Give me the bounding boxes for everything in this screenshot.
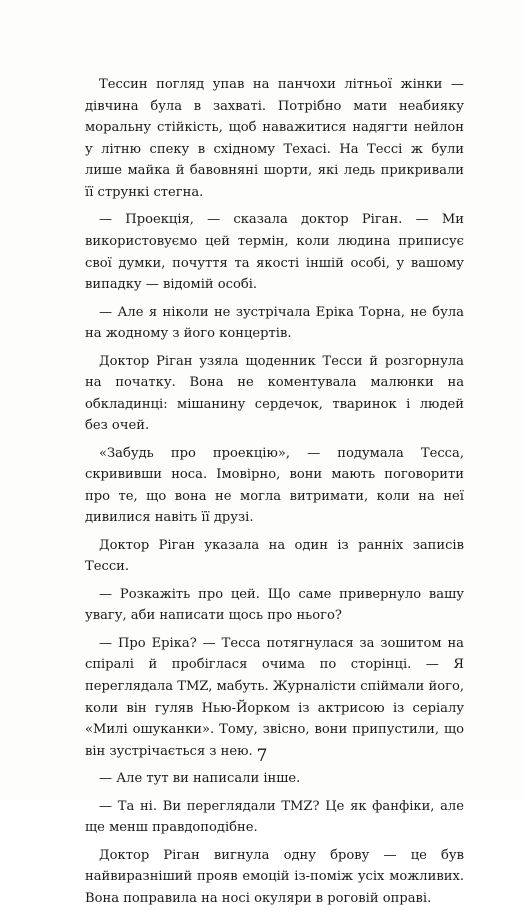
paragraph: Доктор Ріган узяла щоденник Тесси й розгорнула на початку. Вона не коментувала малюнки на обкладинці: мішанину сердечок, тваринок і людей без очей. xyxy=(85,353,464,434)
paragraph: Доктор Ріган указала на один із ранніх записів Тесси. xyxy=(85,537,464,575)
page-number: 7 xyxy=(256,746,268,766)
paragraph: — Та ні. Ви переглядали TMZ? Це як фанфіки, але ще менш правдоподібне. xyxy=(85,798,464,836)
paragraph: — Але тут ви написали інше. xyxy=(99,771,301,787)
paragraph: — Про Еріка? — Тесса потягнулася за зошитом на спіралі й пробіглася очима по сторінці. — Я переглядала TMZ, мабуть. Журналісти спіймали його, коли він гуляв Нью-Йорком із актрисою із серіалу «Милі ошуканки». Тому, звісно, вони припустили, що він зустрічається з нею. xyxy=(85,635,464,759)
paragraph: — Проекція, — сказала доктор Ріган. — Ми використовуємо цей термін, коли людина приписує свої думки, почуття та якості іншій особі, у вашому випадку — відомій особі. xyxy=(85,212,464,293)
body-text xyxy=(85,74,464,915)
paragraph: — Розкажіть про цей. Що саме привернуло вашу увагу, аби написати щось про нього? xyxy=(85,586,464,624)
paragraph: Тессин погляд упав на панчохи літньої жінки — дівчина була в захваті. Потрібно мати неабияку моральну стійкість, щоб наважитися надягти нейлон у літню спеку в східному Техасі. На Тессі ж були лише майка й бавовняні шорти, які ледь прикривали її стрункі стегна. xyxy=(85,77,464,200)
paragraph: Доктор Ріган вигнула одну брову — це був найвиразніший прояв емоцій із-поміж усіх можливих. Вона поправила на носі окуляри в роговій оправі. xyxy=(85,847,464,906)
paragraph: «Забудь про проекцію», — подумала Тесса, скрививши носа. Імовірно, вони мають поговорити про те, що вона не могла витримати, коли на неї дивилися навіть її друзі. xyxy=(85,445,464,526)
paragraph: — Але я ніколи не зустрічала Еріка Торна, не була на жодному з його концертів. xyxy=(85,304,464,342)
